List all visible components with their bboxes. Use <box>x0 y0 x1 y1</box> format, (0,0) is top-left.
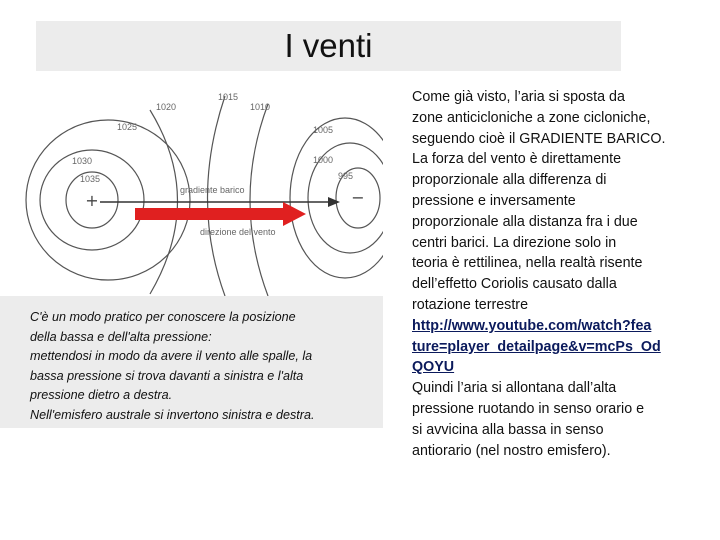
body-line: centri barici. La direzione solo in <box>412 234 617 251</box>
body-line: seguendo cioè il GRADIENTE BARICO. <box>412 130 666 147</box>
isobar-diagram <box>0 80 383 296</box>
low-symbol: − <box>351 188 365 207</box>
youtube-link-line[interactable]: http://www.youtube.com/watch?fea <box>412 317 652 334</box>
body-line: dell’effetto Coriolis causato dalla <box>412 276 617 293</box>
label-1015: 1015 <box>218 92 239 102</box>
label-direction: direzione del vento <box>200 227 276 237</box>
body-line: si avvicina alla bassa in senso <box>412 421 604 438</box>
label-995: 995 <box>338 171 354 181</box>
caption-line: Nell'emisfero australe si invertono sinistra e destra. <box>30 407 315 422</box>
body-line: antiorario (nel nostro emisfero). <box>412 442 611 459</box>
label-1030: 1030 <box>72 156 93 166</box>
youtube-link-line[interactable]: ture=player_detailpage&v=mcPs_Od <box>412 338 661 355</box>
isobar-1010 <box>250 102 271 296</box>
isobar-high-3 <box>26 120 190 280</box>
high-symbol: + <box>85 191 99 210</box>
label-1005: 1005 <box>313 125 334 135</box>
body-line: pressione ruotando in senso orario e <box>412 400 645 417</box>
label-1035: 1035 <box>80 174 101 184</box>
body-line: proporzionale alla distanza fra i due <box>412 213 638 230</box>
caption-line: della bassa e dell'alta pressione: <box>30 329 212 344</box>
label-1000: 1000 <box>313 155 334 165</box>
body-text <box>412 87 702 461</box>
caption-text <box>30 308 375 425</box>
body-line: zone anticicloniche a zone cicloniche, <box>412 109 651 126</box>
caption-box <box>0 296 383 428</box>
isobar-1015 <box>208 96 226 296</box>
body-line: rotazione terrestre <box>412 296 529 313</box>
body-line: pressione e inversamente <box>412 192 576 209</box>
wind-arrow-head <box>283 202 306 226</box>
label-1025: 1025 <box>117 122 138 132</box>
slide-title: I venti <box>284 27 373 64</box>
wind-arrow-shaft <box>135 208 285 220</box>
body-line: La forza del vento è direttamente <box>412 151 622 168</box>
label-gradient: gradiente barico <box>180 185 245 195</box>
caption-line: bassa pressione si trova davanti a sinistra e l'alta <box>30 368 304 383</box>
body-line: Come già visto, l’aria si sposta da <box>412 89 625 105</box>
body-line: proporzionale alla differenza di <box>412 172 607 189</box>
label-1020: 1020 <box>156 102 177 112</box>
body-line: Quindi l’aria si allontana dall’alta <box>412 380 617 397</box>
isobar-svg <box>0 80 383 296</box>
youtube-link-line[interactable]: QOYU <box>412 359 455 376</box>
caption-line: C'è un modo pratico per conoscere la posizione <box>30 310 296 324</box>
title-bar <box>36 21 621 71</box>
caption-line: pressione dietro a destra. <box>30 388 173 402</box>
body-line: teoria è rettilinea, nella realtà risente <box>412 255 643 272</box>
caption-line: mettendosi in modo da avere il vento alle spalle, la <box>30 349 313 363</box>
label-1010: 1010 <box>250 102 271 112</box>
